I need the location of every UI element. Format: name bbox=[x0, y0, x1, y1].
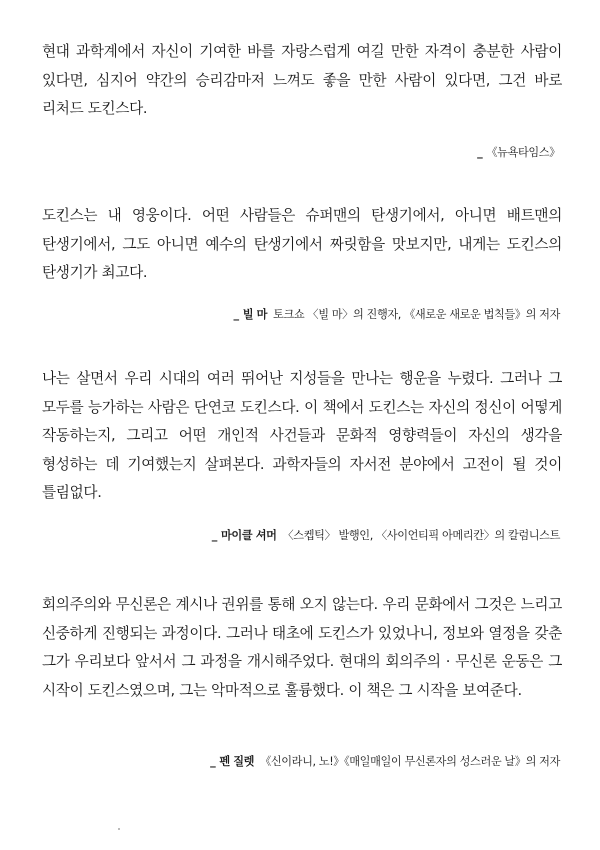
quote-4-attribution bbox=[210, 754, 560, 770]
attribution-description: 《신이라니, 노!》《매일매일이 무신론자의 성스러운 날》의 저자 bbox=[260, 755, 560, 768]
quote-2-attribution bbox=[234, 307, 560, 323]
attribution-name: 펜 질렛 bbox=[219, 755, 255, 768]
quote-2-text: 도킨스는 내 영웅이다. 어떤 사람들은 슈퍼맨의 탄생기에서, 아니면 배트맨의 탄생기에서, 그도 아니면 예수의 탄생기에서 짜릿함을 맛보지만, 내게는 도킨스의 탄생기가 최고다. bbox=[42, 207, 562, 281]
attribution-dash: _ bbox=[233, 308, 239, 321]
attribution-description: 〈스켑틱〉 발행인, 〈사이언티픽 아메리칸〉의 칼럼니스트 bbox=[282, 529, 560, 542]
quote-3-text: 나는 살면서 우리 시대의 여러 뛰어난 지성들을 만나는 행운을 누렸다. 그러나 그 모두를 능가하는 사람은 단연코 도킨스다. 이 책에서 도킨스는 자신의 정신이 어떻게 작동하는지, 그리고 어떤 개인적 사건들과 문화적 영향력들이 자신의 생각을 형성하는 데 기여했는지 살펴본다. 과학자들의 자서전 분야에서 고전이 될 것이 틀림없다. bbox=[42, 370, 562, 501]
quote-1 bbox=[42, 38, 562, 124]
attribution-dash: _ bbox=[211, 529, 217, 542]
attribution-dash: _ bbox=[210, 755, 216, 768]
quote-3 bbox=[42, 365, 562, 508]
quote-4 bbox=[42, 591, 562, 705]
quote-1-attribution bbox=[477, 145, 560, 161]
quote-3-attribution bbox=[212, 528, 560, 544]
scan-speck bbox=[118, 828, 120, 830]
attribution-name: 빌 마 bbox=[242, 308, 268, 321]
attribution-name: 마이클 셔머 bbox=[220, 529, 277, 542]
quote-1-text: 현대 과학계에서 자신이 기여한 바를 자랑스럽게 여길 만한 자격이 충분한 사람이 있다면, 심지어 약간의 승리감마저 느껴도 좋을 만한 사람이 있다면, 그건 바로 리처드 도킨스다. bbox=[42, 43, 562, 117]
quote-4-text: 회의주의와 무신론은 계시나 권위를 통해 오지 않는다. 우리 문화에서 그것은 느리고 신중하게 진행되는 과정이다. 그러나 태초에 도킨스가 있었나니, 정보와 열정을 갖춘 그가 우리보다 앞서서 그 과정을 개시해주었다. 현대의 회의주의 · 무신론 운동은 그 시작이 도킨스였으며, 그는 악마적으로 훌륭했다. 이 책은 그 시작을 보여준다. bbox=[42, 596, 562, 699]
attribution-description: 토크쇼 〈빌 마〉의 진행자, 《새로운 새로운 법칙들》의 저자 bbox=[273, 308, 560, 321]
quote-2 bbox=[42, 202, 562, 288]
attribution-dash: _ bbox=[477, 146, 483, 159]
attribution-source: 《뉴욕타임스》 bbox=[486, 146, 560, 159]
